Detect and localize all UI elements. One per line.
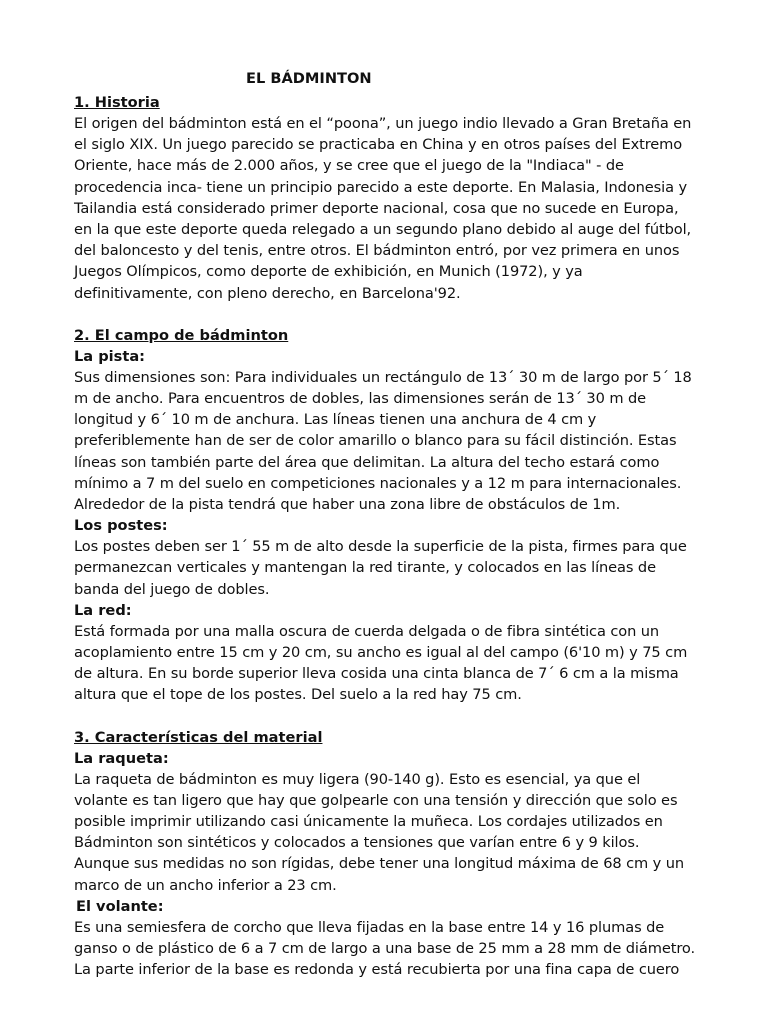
paragraph-postes: Los postes deben ser 1´ 55 m de alto desde la superficie de la pista, firmes para que permanezcan verticales y mantengan la red tirante, y colocados en las líneas de banda del juego de dobles. — [74, 538, 687, 598]
paragraph-gap — [74, 706, 698, 727]
paragraph-raqueta: La raqueta de bádminton es muy ligera (90-140 g). Esto es esencial, ya que el volante es tan ligero que hay que golpearle con una tensión y dirección que solo es posible imprimir utilizando casi únicamente la muñeca. Los cordajes utilizados en Bádminton son sintéticos y colocados a tensiones que varían entre 6 y 9 kilos. Aunque sus medidas no son rígidas, debe tener una longitud máxima de 68 cm y un marco de un ancho inferior a 23 cm. — [74, 770, 685, 894]
subheading-red: La red: — [74, 601, 132, 619]
paragraph-gap — [74, 304, 698, 325]
section-heading-historia: 1. Historia — [74, 94, 160, 111]
subheading-volante: El volante: — [76, 897, 164, 915]
paragraph-historia: El origen del bádminton está en el “poona”, un juego indio llevado a Gran Bretaña en el siglo XIX. Un juego parecido se practicaba en China y en otros países del Extremo Oriente, hace más de 2.000 años, y se cree que el juego de la "Indiaca" - de procedencia inca- tiene un principio parecido a este deporte. En Malasia, Indonesia y Tailandia está considerado primer deporte nacional, cosa que no sucede en Europa, en la que este deporte queda relegado a un segundo plano debido al auge del fútbol, del baloncesto y del tenis, entre otros. El bádminton entró, por vez primera en unos Juegos Olímpicos, como deporte de exhibición, en Munich (1972), y ya definitivamente, con pleno derecho, en Barcelona'92. — [74, 115, 692, 302]
document-page — [74, 68, 698, 981]
paragraph-red: Está formada por una malla oscura de cuerda delgada o de fibra sintética con un acoplamiento entre 15 cm y 20 cm, su ancho es igual al del campo (6'10 m) y 75 cm de altura. En su borde superior lleva cosida una cinta blanca de 7´ 6 cm a la misma altura que el tope de los postes. Del suelo a la red hay 75 cm. — [74, 622, 688, 704]
section-material — [74, 727, 698, 981]
subheading-postes: Los postes: — [74, 517, 168, 535]
section-heading-material: 3. Características del material — [74, 728, 323, 746]
section-historia — [74, 92, 698, 304]
section-campo — [74, 325, 698, 706]
subheading-raqueta: La raqueta: — [74, 749, 169, 767]
section-heading-campo: 2. El campo de bádminton — [74, 326, 289, 344]
paragraph-pista: Sus dimensiones son: Para individuales un rectángulo de 13´ 30 m de largo por 5´ 18 m de ancho. Para encuentros de dobles, las dimensiones serán de 13´ 30 m de longitud y 6´ 10 m de anchura. Las líneas tienen una anchura de 4 cm y preferiblemente han de ser de color amarillo o blanco para su fácil distinción. Estas líneas son también parte del área que delimitan. La altura del techo estará como mínimo a 7 m del suelo en competiciones nacionales y a 12 m para internacionales. Alrededor de la pista tendrá que haber una zona libre de obstáculos de 1m. — [74, 368, 692, 514]
subheading-pista: La pista: — [74, 347, 146, 365]
document-title: EL BÁDMINTON — [246, 70, 372, 87]
paragraph-volante: Es una semiesfera de corcho que lleva fijadas en la base entre 14 y 16 plumas de ganso o de plástico de 6 a 7 cm de largo a una base de 25 mm a 28 mm de diámetro. La parte inferior de la base es redonda y está recubierta por una fina capa de cuero — [74, 918, 696, 979]
